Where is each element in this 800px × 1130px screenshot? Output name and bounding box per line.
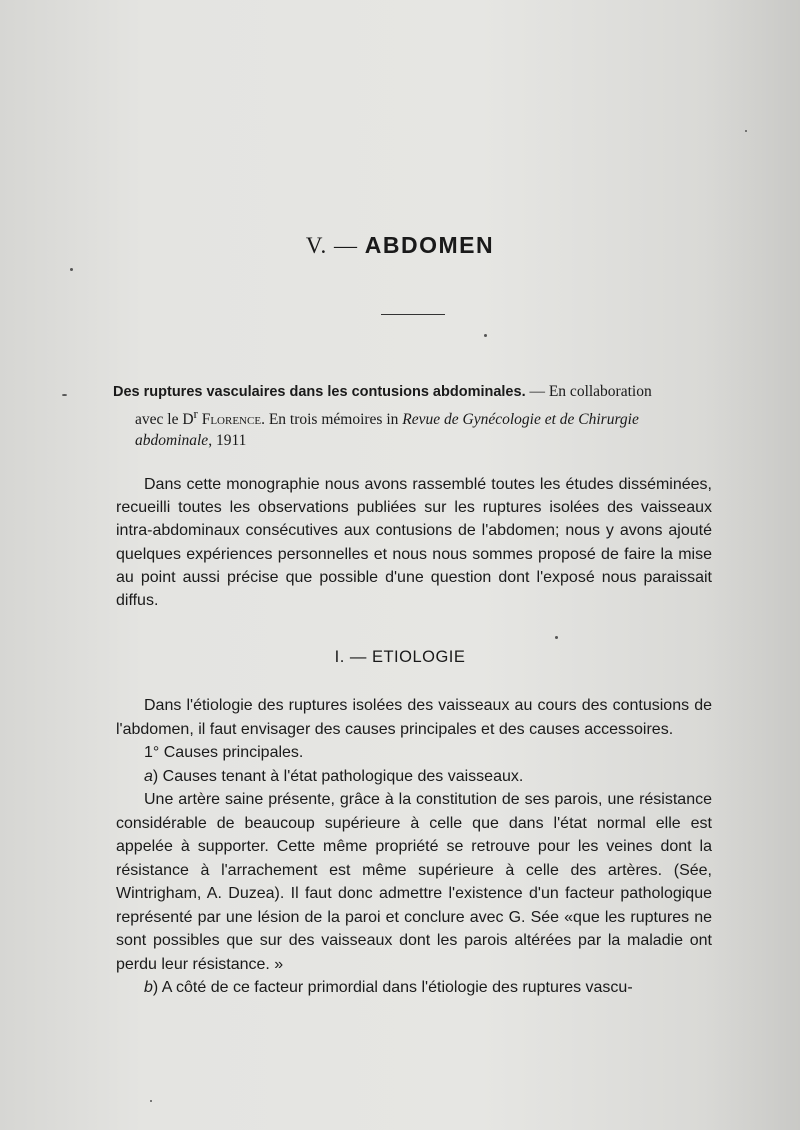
cause-b-letter: b xyxy=(144,979,153,996)
section-heading: I. — ETIOLOGIE xyxy=(334,648,466,666)
scan-speck xyxy=(150,1100,152,1102)
section-body xyxy=(116,694,712,1000)
chapter-number: V. — xyxy=(305,233,359,258)
reference-with: avec le D xyxy=(135,411,194,429)
reference-dash: — xyxy=(525,383,549,400)
intro-paragraph xyxy=(116,473,712,612)
reference-coauthor: Florence xyxy=(201,411,262,429)
bibliographic-reference xyxy=(113,381,713,451)
cause-b-paragraph xyxy=(116,976,712,1000)
scan-speck xyxy=(745,130,747,132)
cause-a-text: ) Causes tenant à l'état pathologique des vaisseaux. xyxy=(152,767,524,785)
cause-a-letter: a xyxy=(144,767,153,785)
reference-title-abbrev: r xyxy=(193,406,198,421)
heading-divider xyxy=(381,314,445,315)
scan-speck xyxy=(62,394,67,396)
reference-journal: Revue de Gynécologie et de Chirurgie abdominale xyxy=(135,411,639,450)
reference-collab: En collaboration xyxy=(548,383,652,400)
principal-causes-heading: 1° Causes principales. xyxy=(144,744,304,761)
scan-speck xyxy=(484,334,487,337)
cause-b-text: ) A côté de ce facteur primordial dans l'étiologie des ruptures vascu- xyxy=(152,979,633,996)
reference-memoirs: . En trois mémoires in xyxy=(261,411,403,429)
cause-a-heading xyxy=(116,765,712,789)
reference-title: Des ruptures vasculaires dans les contusions abdominales. xyxy=(113,384,526,400)
scan-speck xyxy=(70,268,73,271)
chapter-heading xyxy=(0,232,800,259)
intro-text: Dans cette monographie nous avons rassemblé toutes les études disséminées, recueilli toutes les observations publiées sur les ruptures isolées des vaisseaux intra-abdominaux consécutives aux contusions de l'abdomen; nous y avons ajouté quelques expériences personnelles et nous nous sommes proposé de faire la mise au point aussi précise que possible d'une question dont l'exposé nous paraissait diffus. xyxy=(116,476,712,610)
scan-speck xyxy=(555,636,558,639)
arterial-resistance-paragraph: Une artère saine présente, grâce à la constitution de ses parois, une résistance considérable de beaucoup supérieure à celle que dans l'état normal elle est appelée à supporter. Cette même propriété se retrouve pour les veines dont la résistance à l'arrachement est même supérieure à celle des artères. (Sée, Wintrigham, A. Duzea). Il faut donc admettre l'existence d'un facteur pathologique représenté par une lésion de la paroi et conclure avec G. Sée «que les ruptures ne sont possibles que sur des vaisseaux dont les parois altérées par la maladie ont perdu leur résistance. » xyxy=(116,791,712,973)
chapter-name: ABDOMEN xyxy=(364,232,495,258)
reference-year: , 1911 xyxy=(208,432,247,450)
etiology-paragraph: Dans l'étiologie des ruptures isolées des vaisseaux au cours des contusions de l'abdomen, il faut envisager des causes principales et des causes accessoires. xyxy=(116,697,712,738)
